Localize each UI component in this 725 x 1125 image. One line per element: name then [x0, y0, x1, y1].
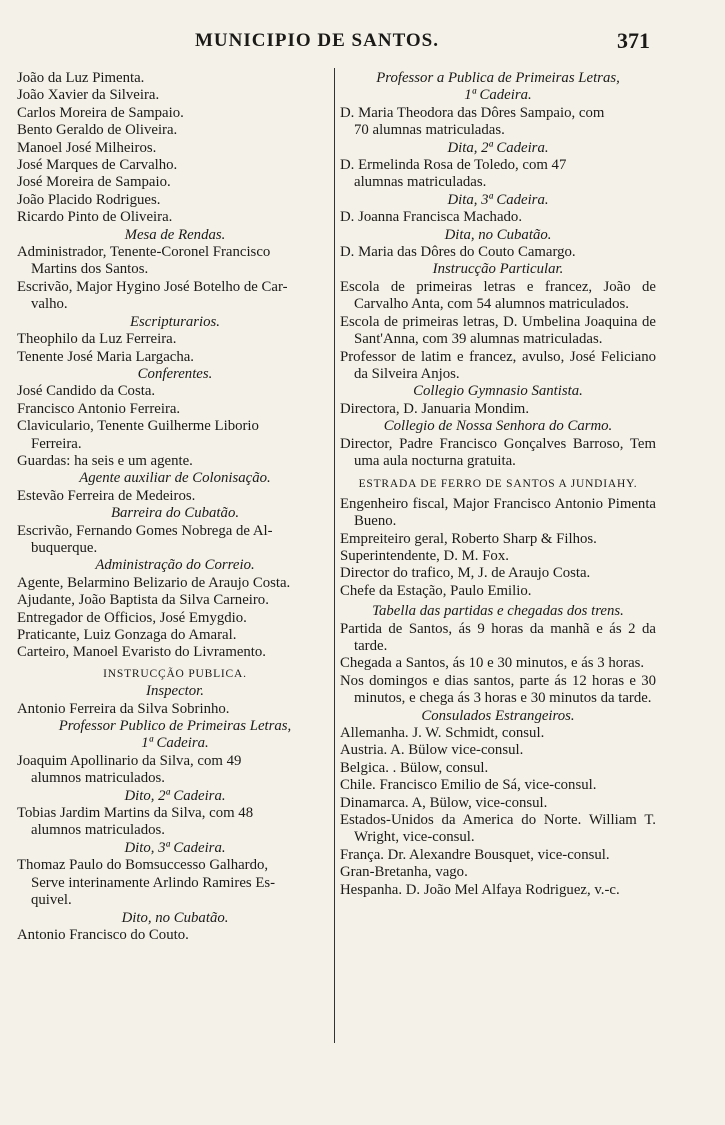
section-heading-professor: Professor Publico de Primeiras Letras, [58, 718, 292, 735]
entry-line: Estevão Ferreira de Medeiros. [17, 487, 196, 504]
section-heading-conferentes: Conferentes. [137, 365, 213, 382]
entry-line: D. Ermelinda Rosa de Toledo, com 47 [340, 157, 567, 174]
section-heading-escripturarios: Escripturarios. [129, 313, 221, 330]
entry-line: José Candido da Costa. [17, 383, 156, 400]
left-column [17, 70, 333, 944]
entry-line: valho. [31, 296, 68, 313]
entry-paragraph: Superintendente, D. M. Fox. [340, 547, 509, 564]
entry-paragraph: Belgica. . Bülow, consul. [340, 759, 489, 776]
name-line: Manoel José Milheiros. [17, 139, 157, 156]
entry-line: D. Joanna Francisca Machado. [340, 209, 523, 226]
entry-paragraph: Escola de primeiras letras e francez, João de Carvalho Anta, com 54 alumnos matriculados. [340, 278, 656, 313]
entry-paragraph: Austria. A. Bülow vice-consul. [340, 742, 524, 759]
entry-line: Theophilo da Luz Ferreira. [17, 331, 177, 348]
entry-line: Antonio Ferreira da Silva Sobrinho. [17, 700, 230, 717]
section-heading-cubatao: Dita, no Cubatão. [444, 226, 552, 243]
entry-paragraph: Empreiteiro geral, Roberto Sharp & Filhos. [340, 530, 597, 547]
entry-line: quivel. [31, 892, 72, 909]
entry-line: Escrivão, Fernando Gomes Nobrega de Al- [17, 522, 273, 539]
entry-line: Serve interinamente Arlindo Ramires Es- [31, 874, 276, 891]
entry-paragraph: Escola de primeiras letras, D. Umbelina Joaquina de Sant'Anna, com 39 alumnas matriculadas. [340, 313, 656, 348]
section-heading-cadeira: 1ª Cadeira. [464, 87, 532, 104]
name-line: João Placido Rodrigues. [17, 191, 161, 208]
page-number: 371 [617, 28, 650, 53]
entry-line: D. Maria das Dôres do Couto Camargo. [340, 244, 576, 261]
entry-paragraph: Hespanha. D. João Mel Alfaya Rodriguez, v.-c. [340, 881, 620, 898]
entry-paragraph: Partida de Santos, ás 9 horas da manhã e ás 2 da tarde. [340, 620, 656, 654]
running-header [0, 30, 725, 60]
running-title: MUNICIPIO DE SANTOS. [195, 30, 439, 51]
section-heading-correio: Administração do Correio. [95, 557, 255, 574]
section-heading-consulados: Consulados Estrangeiros. [421, 707, 575, 724]
entry-line: Tobias Jardim Martins da Silva, com 48 [17, 805, 254, 822]
entry-line: Thomaz Paulo do Bomsuccesso Galhardo, [17, 857, 269, 874]
entry-paragraph: Professor de latim e francez, avulso, José Feliciano da Silveira Anjos. [340, 348, 656, 382]
entry-paragraph: Nos domingos e dias santos, parte ás 12 horas e 30 minutos, e chega ás 3 horas e 30 minutos da tarde. [340, 672, 656, 707]
entry-line: Tenente José Maria Largacha. [17, 348, 194, 365]
right-column [340, 70, 656, 899]
entry-line: alumnos matriculados. [31, 770, 165, 787]
section-heading-particular: Instrucção Particular. [432, 261, 564, 278]
section-heading-cadeira: Dito, 3ª Cadeira. [124, 839, 226, 856]
section-heading-cadeira: Dito, 2ª Cadeira. [124, 787, 226, 804]
entry-line: Escrivão, Major Hygino José Botelho de Car- [17, 278, 288, 295]
entry-paragraph: Chefe da Estação, Paulo Emilio. [340, 582, 532, 599]
entry-line: alumnos matriculados. [31, 822, 165, 839]
name-line: José Marques de Carvalho. [17, 157, 178, 174]
entry-line: 70 alumnas matriculadas. [354, 122, 505, 139]
entry-line: Administrador, Tenente-Coronel Francisco [17, 244, 271, 261]
entry-paragraph: Estados-Unidos da America do Norte. William T. Wright, vice-consul. [340, 812, 656, 846]
entry-paragraph: França. Dr. Alexandre Bousquet, vice-consul. [340, 846, 610, 863]
name-line: Carlos Moreira de Sampaio. [17, 104, 184, 121]
entry-paragraph: Dinamarca. A, Bülow, vice-consul. [340, 794, 548, 811]
entry-paragraph: Engenheiro fiscal, Major Francisco Antonio Pimenta Bueno. [340, 495, 656, 530]
entry-line: Guardas: ha seis e um agente. [17, 452, 193, 469]
section-heading-cubatao: Dito, no Cubatão. [121, 909, 229, 926]
name-line: Bento Geraldo de Oliveira. [17, 122, 178, 139]
section-heading-barreira: Barreira do Cubatão. [110, 505, 240, 522]
entry-line: Joaquim Apollinario da Silva, com 49 [17, 752, 242, 769]
section-heading-tabella: Tabella das partidas e chegadas dos trens. [372, 603, 624, 620]
entry-paragraph: Chile. Francisco Emilio de Sá, vice-consul. [340, 777, 597, 794]
name-line: Ricardo Pinto de Oliveira. [17, 209, 173, 226]
entry-paragraph: Director, Padre Francisco Gonçalves Barroso, Tem uma aula nocturna gratuita. [340, 435, 656, 469]
entry-paragraph: Chegada a Santos, ás 10 e 30 minutos, e ás 3 horas. [340, 655, 645, 672]
entry-line: buquerque. [31, 539, 98, 556]
section-heading-cadeira: 1ª Cadeira. [141, 735, 209, 752]
section-heading-cadeira: Dita, 2ª Cadeira. [447, 139, 549, 156]
entry-paragraph: Gran-Bretanha, vago. [340, 864, 468, 881]
section-heading-collegio-gymnasio: Collegio Gymnasio Santista. [413, 383, 583, 400]
section-heading-estrada: ESTRADA DE FERRO DE SANTOS A JUNDIAHY. [358, 478, 638, 491]
section-heading-cadeira: Dita, 3ª Cadeira. [447, 191, 549, 208]
entry-line: Agente, Belarmino Belizario de Araujo Costa. [17, 574, 291, 591]
section-heading-agente: Agente auxiliar de Colonisação. [79, 470, 271, 487]
entry-line: Carteiro, Manoel Evaristo do Livramento. [17, 644, 267, 661]
entry-line: Ferreira. [31, 435, 82, 452]
entry-line: Martins dos Santos. [31, 261, 149, 278]
entry-line: Directora, D. Januaria Mondim. [340, 400, 530, 417]
entry-line: Claviculario, Tenente Guilherme Liborio [17, 418, 259, 435]
entry-paragraph: Director do trafico, M, J. de Araujo Costa. [340, 565, 591, 582]
section-heading-professora: Professor a Publica de Primeiras Letras, [376, 70, 620, 86]
section-heading-mesa: Mesa de Rendas. [124, 226, 226, 243]
section-heading-collegio-carmo: Collegio de Nossa Senhora do Carmo. [383, 418, 613, 435]
entry-line: Ajudante, João Baptista da Silva Carneiro. [17, 592, 269, 609]
entry-line: Entregador de Officios, José Emygdio. [17, 609, 247, 626]
entry-line: Antonio Francisco do Couto. [17, 926, 189, 943]
name-line: João Xavier da Silveira. [17, 87, 160, 104]
entry-line: Francisco Antonio Ferreira. [17, 400, 181, 417]
name-line: José Moreira de Sampaio. [17, 174, 171, 191]
entry-paragraph: Allemanha. J. W. Schmidt, consul. [340, 725, 545, 742]
entry-line: Praticante, Luiz Gonzaga do Amaral. [17, 627, 237, 643]
section-heading-inspector: Inspector. [146, 683, 204, 700]
section-heading-instruccao: INSTRUCÇÃO PUBLICA. [103, 667, 247, 680]
name-line: João da Luz Pimenta. [17, 70, 145, 86]
entry-line: D. Maria Theodora das Dôres Sampaio, com [340, 104, 605, 121]
entry-line: alumnas matriculadas. [354, 174, 487, 191]
column-rule [334, 68, 335, 1043]
